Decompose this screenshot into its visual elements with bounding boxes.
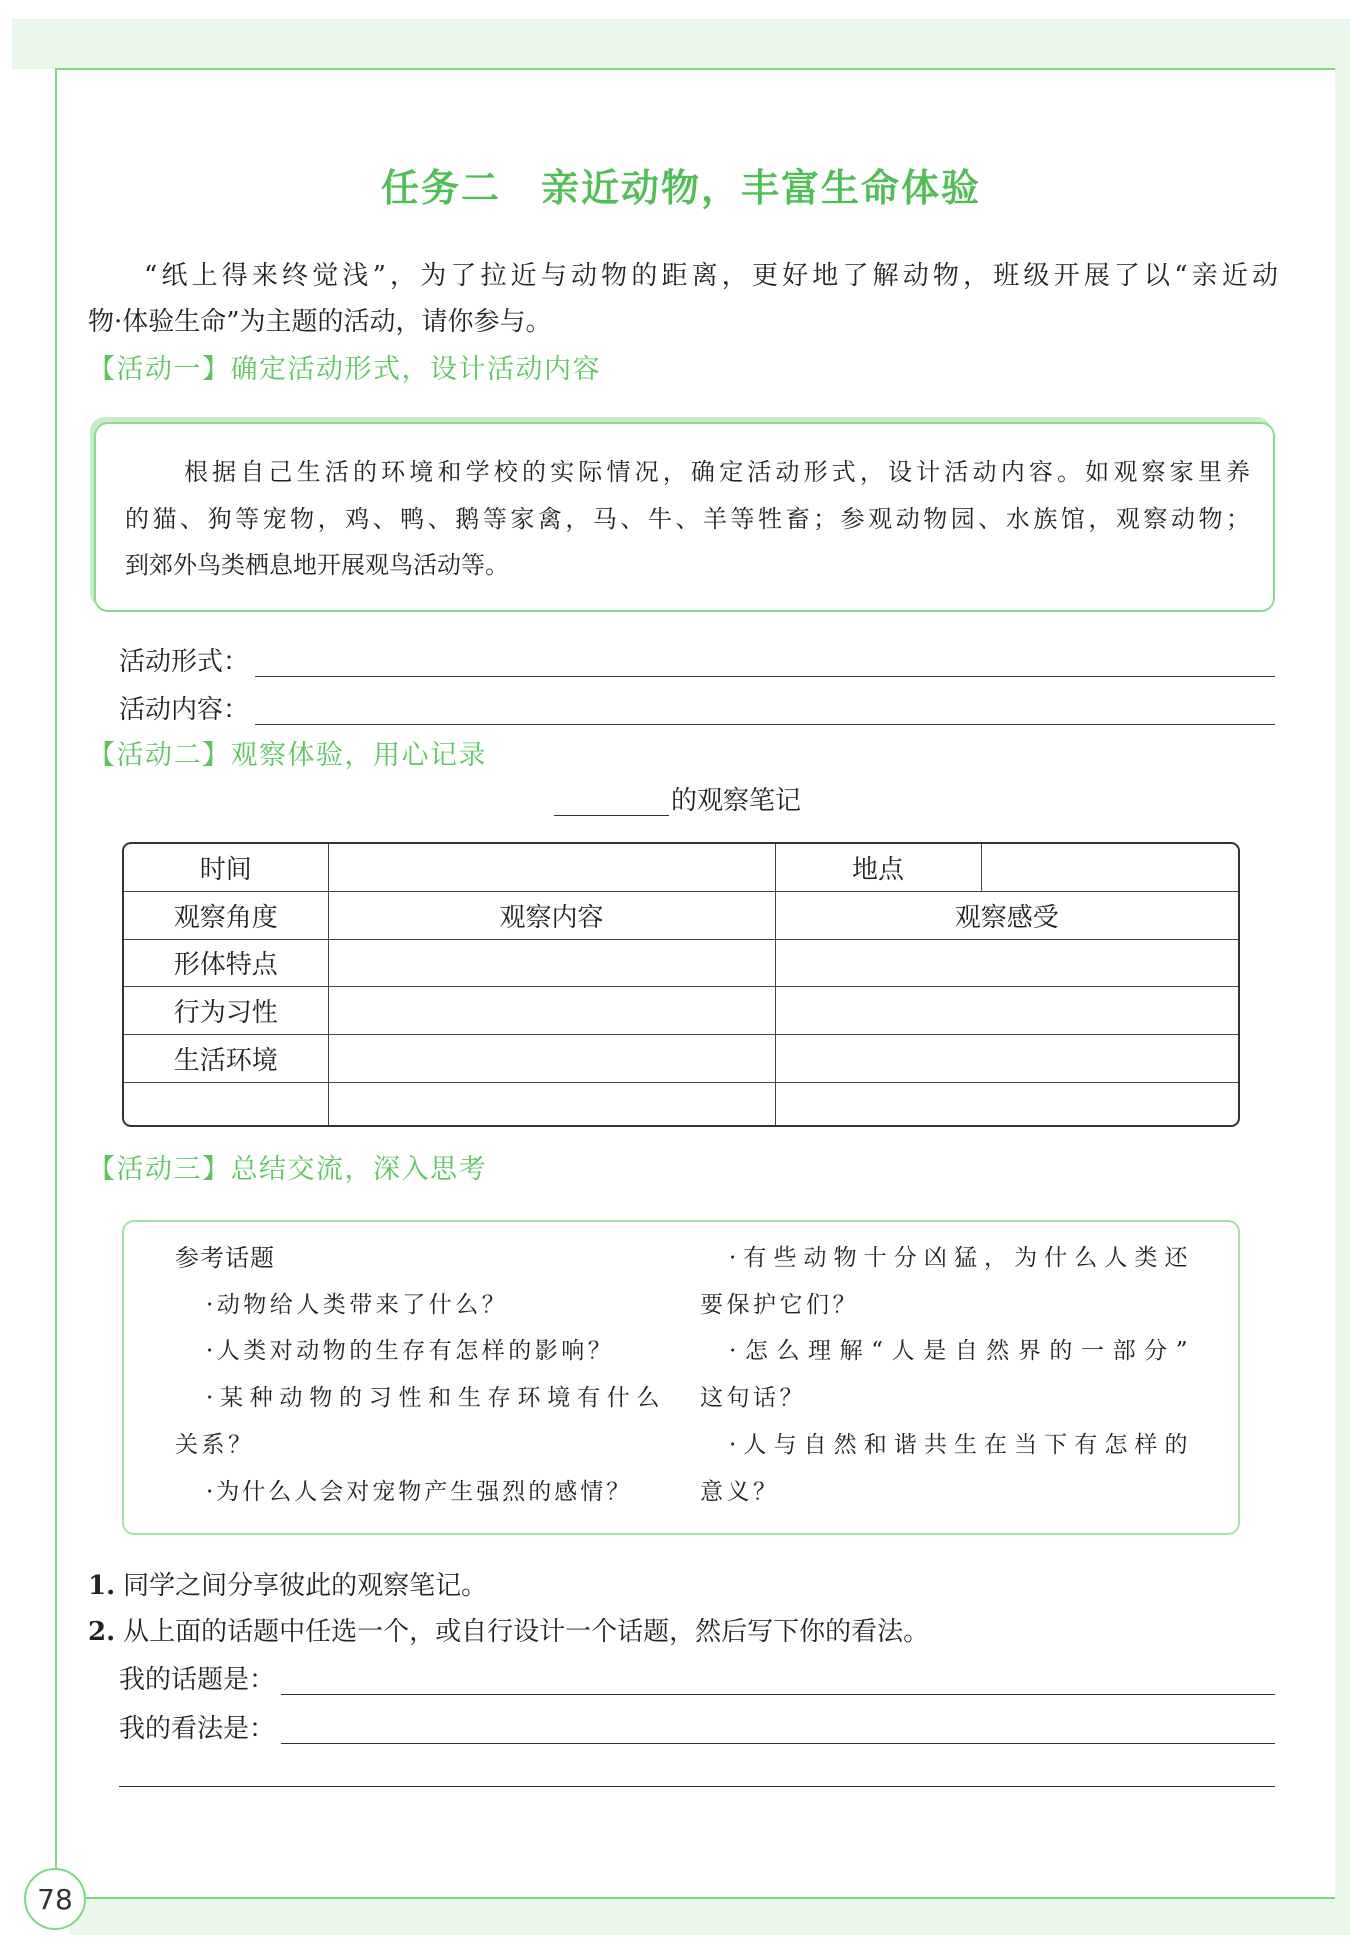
- activity-1-guide-box: [94, 422, 1275, 612]
- topic-line: 要保护它们？: [700, 1291, 859, 1318]
- observation-notes-title: 的观察笔记: [671, 786, 802, 816]
- question-text: 同学之间分享彼此的观察笔记。: [123, 1571, 488, 1601]
- feeling-cell: [775, 1035, 1238, 1083]
- topic-line: 关系？: [175, 1431, 255, 1458]
- extra-answer-line: [119, 1786, 1275, 1787]
- bottom-color-band: [70, 1899, 1350, 1935]
- aspect-cell: 形体特点: [124, 939, 328, 987]
- topic-line: ·某种动物的习性和生存环境有什么: [206, 1385, 663, 1412]
- intro-line: 物·体验生命”为主题的活动，请你参与。: [88, 307, 552, 337]
- activity-2-heading: 【活动二】观察体验，用心记录: [88, 740, 487, 771]
- my-topic-label: 我的话题是：: [119, 1665, 276, 1695]
- top-color-band: [12, 19, 1350, 69]
- guide-line: 的猫、狗等宠物，鸡、鸭、鹅等家禽，马、牛、羊等牲畜；参观动物园、水族馆，观察动物；: [125, 504, 1250, 533]
- table-row: [124, 1082, 1238, 1127]
- feeling-cell: [775, 1082, 1238, 1127]
- my-opinion-blank: [281, 1709, 1275, 1744]
- question-1: [88, 1566, 487, 1606]
- header-content: 观察内容: [328, 891, 775, 939]
- activity-1-heading: 【活动一】确定活动形式，设计活动内容: [88, 354, 601, 385]
- note-subject-blank: [554, 781, 669, 816]
- activity-form-field: [119, 642, 1275, 682]
- question-number: 1.: [88, 1571, 116, 1601]
- question-text: 从上面的话题中任选一个，或自行设计一个话题，然后写下你的看法。: [123, 1617, 930, 1647]
- table-header-row: [124, 891, 1238, 939]
- topic-line: ·人与自然和谐共生在当下有怎样的: [729, 1431, 1191, 1458]
- right-color-band: [1335, 19, 1350, 1935]
- place-value-cell: [981, 844, 1238, 891]
- frame-bottom-rule: [85, 1897, 1335, 1899]
- activity-form-blank: [255, 642, 1275, 677]
- aspect-cell: 行为习性: [124, 987, 328, 1035]
- topic-line: ·人类对动物的生存有怎样的影响？: [206, 1338, 615, 1365]
- frame-left-rule: [55, 68, 57, 1868]
- my-topic-field: [119, 1660, 1275, 1700]
- page-number: 78: [37, 1882, 73, 1916]
- time-label-cell: 时间: [124, 844, 328, 891]
- activity-content-field: [119, 690, 1275, 730]
- page-number-badge: [24, 1868, 86, 1930]
- frame-top-rule: [55, 68, 1335, 70]
- activity-form-label: 活动形式：: [119, 647, 250, 677]
- aspect-cell: [124, 1082, 328, 1127]
- topics-right-column: [700, 1235, 1191, 1515]
- my-opinion-field: [119, 1709, 1275, 1749]
- table-row: [124, 844, 1238, 891]
- question-2: [88, 1612, 929, 1652]
- topics-left-column: [175, 1235, 663, 1515]
- topic-line: ·动物给人类带来了什么？: [206, 1291, 509, 1318]
- intro-line: “纸上得来终觉浅”，为了拉近与动物的距离，更好地了解动物，班级开展了以“亲近动: [144, 261, 1278, 291]
- activity-3-heading: 【活动三】总结交流，深入思考: [88, 1154, 487, 1185]
- activity-content-label: 活动内容：: [119, 695, 250, 725]
- observation-table: [122, 842, 1240, 1127]
- activity-content-blank: [255, 690, 1275, 725]
- question-number: 2.: [88, 1617, 116, 1647]
- my-topic-blank: [281, 1660, 1275, 1695]
- task-title: 任务二 亲近动物，丰富生命体验: [380, 165, 981, 210]
- reference-topics-box: [122, 1220, 1240, 1535]
- table-row: [124, 939, 1238, 987]
- time-value-cell: [328, 844, 775, 891]
- my-opinion-label: 我的看法是：: [119, 1714, 276, 1744]
- topic-line: ·怎么理解“人是自然界的一部分”: [729, 1338, 1191, 1365]
- topic-line: 这句话？: [700, 1385, 806, 1412]
- content-cell: [328, 987, 775, 1035]
- activity-1-guide-text: [125, 449, 1250, 589]
- intro-paragraph: [88, 253, 1278, 345]
- content-cell: [328, 1082, 775, 1127]
- aspect-cell: 生活环境: [124, 1035, 328, 1083]
- feeling-cell: [775, 987, 1238, 1035]
- table-row: [124, 987, 1238, 1035]
- guide-line: 到郊外鸟类栖息地开展观鸟活动等。: [125, 551, 509, 579]
- header-feeling: 观察感受: [775, 891, 1238, 939]
- table-row: [124, 1035, 1238, 1083]
- place-label-cell: 地点: [775, 844, 981, 891]
- header-aspect: 观察角度: [124, 891, 328, 939]
- topic-line: ·为什么人会对宠物产生强烈的感情？: [206, 1478, 633, 1505]
- feeling-cell: [775, 939, 1238, 987]
- topic-line: 意义？: [700, 1478, 780, 1505]
- topics-title: 参考话题: [175, 1244, 275, 1272]
- guide-line: 根据自己生活的环境和学校的实际情况，确定活动形式，设计活动内容。如观察家里养: [184, 458, 1250, 486]
- topic-line: ·有些动物十分凶猛，为什么人类还: [729, 1245, 1191, 1271]
- content-cell: [328, 1035, 775, 1083]
- content-cell: [328, 939, 775, 987]
